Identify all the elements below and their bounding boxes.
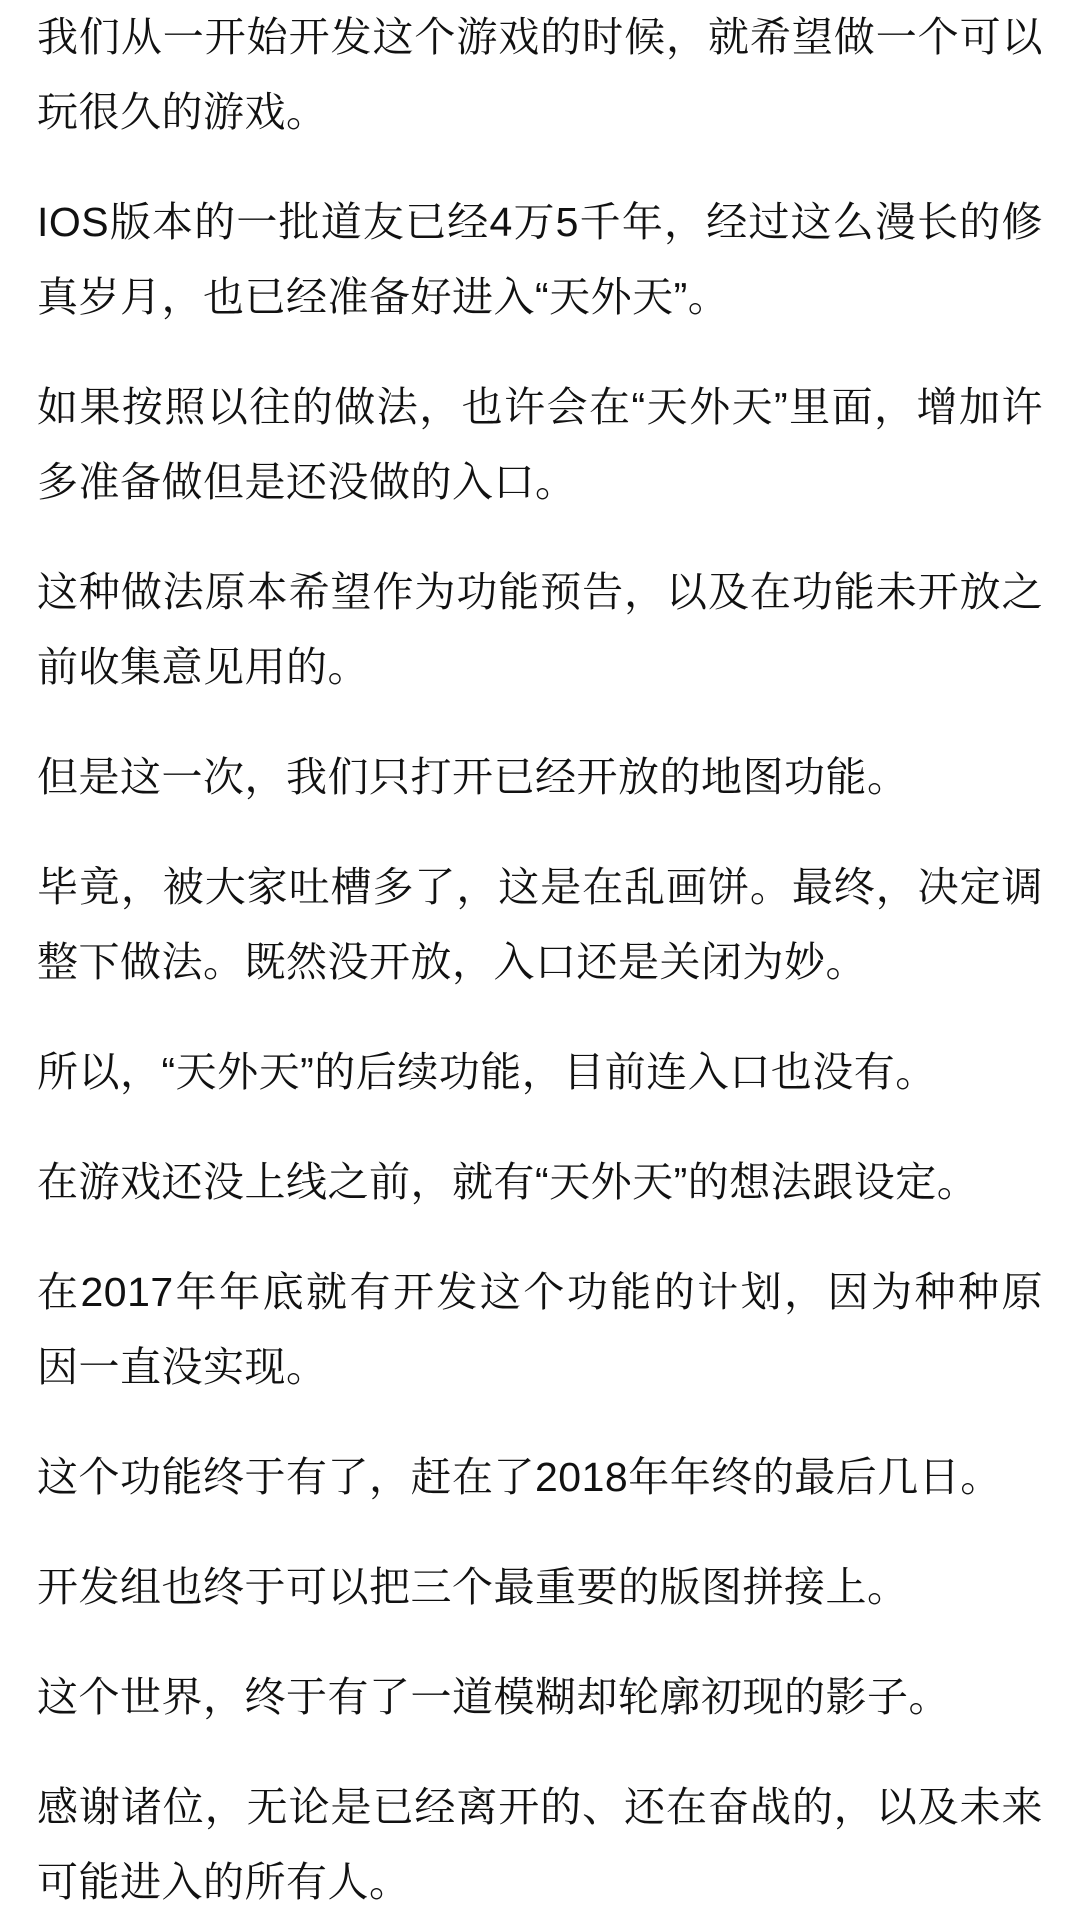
paragraph-preview-purpose: 这种做法原本希望作为功能预告，以及在功能未开放之前收集意见用的。 (37, 569, 1043, 690)
paragraph-thanks: 感谢诸位，无论是已经离开的、还在奋战的，以及未来可能进入的所有人。 (37, 1784, 1043, 1905)
paragraph-old-approach: 如果按照以往的做法，也许会在“天外天”里面，增加许多准备做但是还没做的入口。 (37, 384, 1043, 505)
paragraph-intro: 我们从一开始开发这个游戏的时候，就希望做一个可以玩很久的游戏。 (37, 14, 1043, 135)
paragraph-2018-release: 这个功能终于有了，赶在了2018年年终的最后几日。 (37, 1454, 1002, 1500)
paragraph-2017-plan: 在2017年年底就有开发这个功能的计划，因为种种原因一直没实现。 (37, 1269, 1043, 1390)
paragraph-three-maps: 开发组也终于可以把三个最重要的版图拼接上。 (37, 1564, 909, 1610)
paragraph-no-entrance: 所以，“天外天”的后续功能，目前连入口也没有。 (37, 1049, 937, 1095)
paragraph-ios-players: IOS版本的一批道友已经4万5千年，经过这么漫长的修真岁月，也已经准备好进入“天外天”。 (37, 199, 1043, 320)
paragraph-world-outline: 这个世界，终于有了一道模糊却轮廓初现的影子。 (37, 1674, 950, 1720)
paragraph-feedback-change: 毕竟，被大家吐槽多了，这是在乱画饼。最终，决定调整下做法。既然没开放，入口还是关闭为妙。 (37, 864, 1043, 985)
paragraph-original-idea: 在游戏还没上线之前，就有“天外天”的想法跟设定。 (37, 1159, 979, 1205)
paragraph-this-time: 但是这一次，我们只打开已经开放的地图功能。 (37, 754, 909, 800)
